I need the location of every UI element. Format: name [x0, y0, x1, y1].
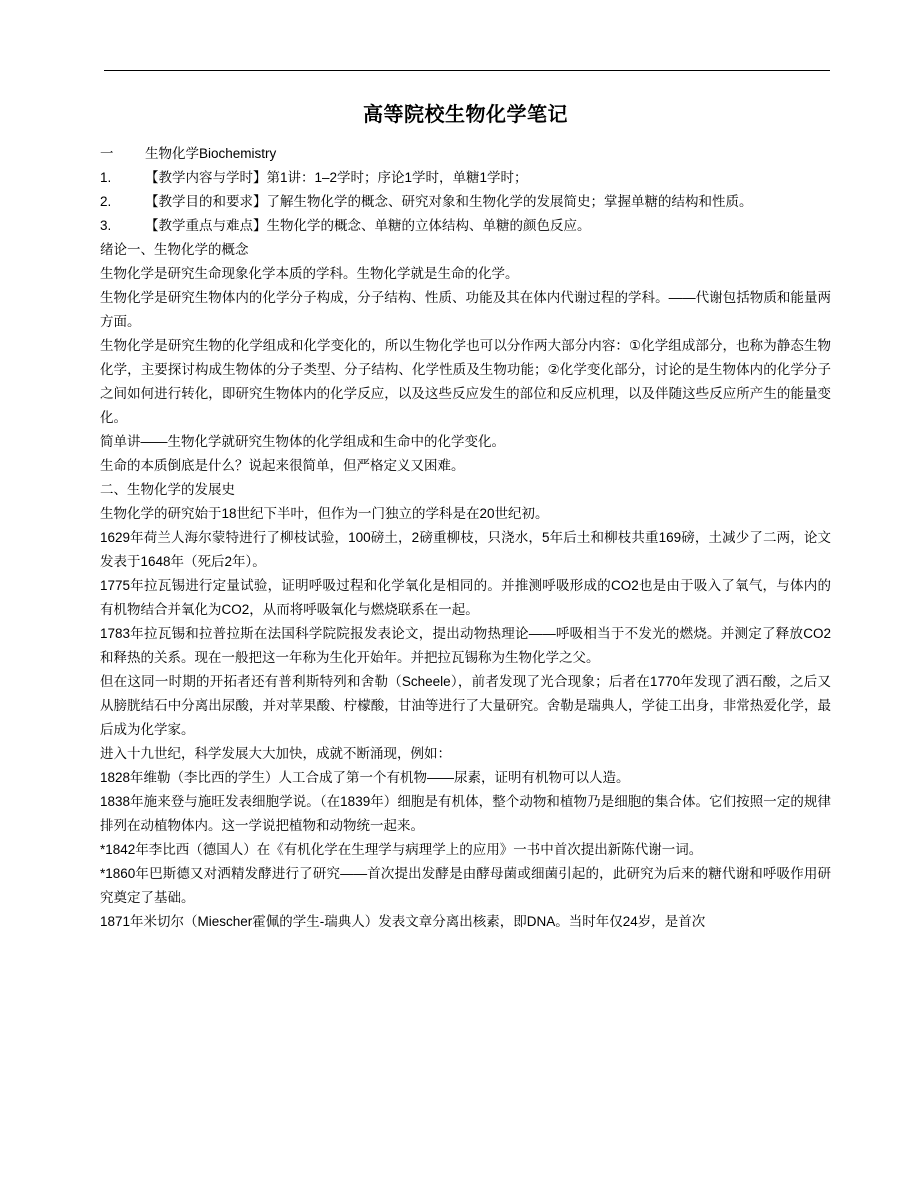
- paragraph: 生物化学是研究生物体内的化学分子构成，分子结构、性质、功能及其在体内代谢过程的学科。——代谢包括物质和能量两方面。: [100, 290, 831, 329]
- paragraph: 1783年拉瓦锡和拉普拉斯在法国科学院院报发表论文，提出动物热理论——呼吸相当于不发光的燃烧。并测定了释放CO2和释热的关系。现在一般把这一年称为生化开始年。并把拉瓦锡称为生物化学之父。: [100, 626, 831, 665]
- body-paragraphs: [100, 238, 831, 934]
- outline-item-2: [100, 190, 831, 214]
- paragraph: 1871年米切尔（Miescher霍佩的学生-瑞典人）发表文章分离出核素，即DNA。当时年仅24岁，是首次: [100, 914, 706, 929]
- outline-list: [100, 142, 831, 238]
- outline-item-0: [100, 142, 831, 166]
- paragraph: 1838年施来登与施旺发表细胞学说。（在1839年）细胞是有机体，整个动物和植物乃是细胞的集合体。它们按照一定的规律排列在动植物体内。这一学说把植物和动物统一起来。: [100, 794, 831, 833]
- header-divider: [104, 70, 830, 71]
- outline-text: 【教学内容与学时】第1讲：1–2学时；序论1学时，单糖1学时；: [145, 170, 528, 185]
- paragraph: 进入十九世纪，科学发展大大加快，成就不断涌现，例如：: [100, 746, 451, 761]
- paragraph: 生物化学是研究生物的化学组成和化学变化的，所以生物化学也可以分作两大部分内容：①化学组成部分，也称为静态生物化学，主要探讨构成生物体的分子类型、分子结构、化学性质及生物功能；②化学变化部分，讨论的是生物体内的化学分子之间如何进行转化，即研究生物体内的化学反应，以及这些反应发生的部位和反应机理，以及伴随这些反应所产生的能量变化。: [100, 338, 831, 425]
- document-content: [100, 100, 831, 934]
- outline-item-3: [100, 214, 831, 238]
- paragraph: 1775年拉瓦锡进行定量试验，证明呼吸过程和化学氧化是相同的。并推测呼吸形成的CO2也是由于吸入了氧气，与体内的有机物结合并氧化为CO2，从而将呼吸氧化与燃烧联系在一起。: [100, 578, 831, 617]
- paragraph: *1860年巴斯德又对洒精发酵进行了研究——首次提出发酵是由酵母菌或细菌引起的，此研究为后来的糖代谢和呼吸作用研究奠定了基础。: [100, 866, 831, 905]
- paragraph: 绪论一、生物化学的概念: [100, 242, 249, 257]
- page-title: 高等院校生物化学笔记: [363, 104, 568, 126]
- paragraph: 简单讲——生物化学就研究生物体的化学组成和生命中的化学变化。: [100, 434, 505, 449]
- paragraph: 但在这同一时期的开拓者还有普利斯特列和舍勒（Scheele），前者发现了光合现象；后者在1770年发现了洒石酸，之后又从膀胱结石中分离出尿酸，并对苹果酸、柠檬酸，甘油等进行了大量研究。舍勒是瑞典人，学徒工出身，非常热爱化学，最后成为化学家。: [100, 674, 831, 737]
- paragraph: 1828年维勒（李比西的学生）人工合成了第一个有机物——尿素，证明有机物可以人造。: [100, 770, 630, 785]
- paragraph: 生命的本质倒底是什么？说起来很简单，但严格定义又困难。: [100, 458, 465, 473]
- outline-item-1: [100, 166, 831, 190]
- outline-marker: 1.: [100, 170, 112, 185]
- outline-text: 【教学重点与难点】生物化学的概念、单糖的立体结构、单糖的颜色反应。: [145, 218, 591, 233]
- outline-text: 生物化学Biochemistry: [145, 146, 277, 161]
- outline-marker: 3.: [100, 218, 112, 233]
- paragraph: 1629年荷兰人海尔蒙特进行了柳枝试验，100磅土，2磅重柳枝，只浇水，5年后土和柳枝共重169磅，土减少了二两，论文发表于1648年（死后2年）。: [100, 530, 831, 569]
- outline-marker: 一: [100, 146, 114, 161]
- paragraph: 二、生物化学的发展史: [100, 482, 235, 497]
- outline-marker: 2.: [100, 194, 112, 209]
- paragraph: *1842年李比西（德国人）在《有机化学在生理学与病理学上的应用》一书中首次提出新陈代谢一词。: [100, 842, 703, 857]
- paragraph: 生物化学是研究生命现象化学本质的学科。生物化学就是生命的化学。: [100, 266, 519, 281]
- outline-text: 【教学目的和要求】了解生物化学的概念、研究对象和生物化学的发展简史；掌握单糖的结构和性质。: [145, 194, 753, 209]
- paragraph: 生物化学的研究始于18世纪下半叶，但作为一门独立的学科是在20世纪初。: [100, 506, 549, 521]
